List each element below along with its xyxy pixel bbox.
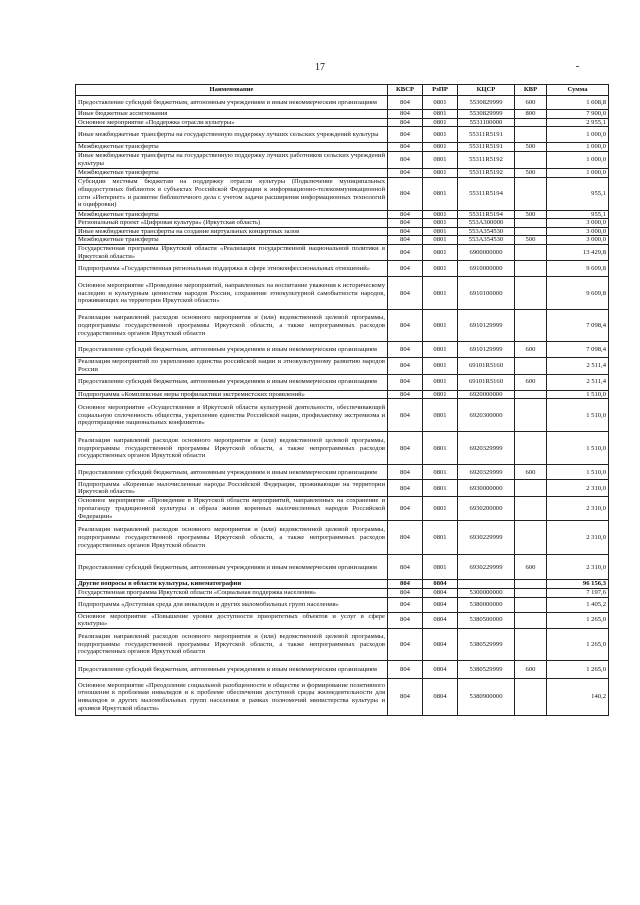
table-row — [76, 168, 609, 177]
row-name: Иные бюджетные ассигнования — [76, 110, 388, 119]
row-sum: 7 197,6 — [547, 588, 609, 597]
row-kcsr: 553A354530 — [458, 227, 515, 236]
row-kcsr: 5380529999 — [458, 628, 515, 660]
row-rzpr: 0801 — [423, 432, 458, 465]
table-row — [76, 227, 609, 236]
row-sum: 1 510,0 — [547, 432, 609, 465]
row-kvr — [515, 177, 547, 210]
row-kcsr: 553A300000 — [458, 219, 515, 228]
row-sum: 13 429,8 — [547, 245, 609, 261]
row-kvsr: 804 — [388, 660, 423, 678]
row-kcsr: 6910129999 — [458, 310, 515, 342]
row-kcsr: 55311R5191 — [458, 143, 515, 152]
table-row — [76, 210, 609, 219]
row-rzpr: 0804 — [423, 678, 458, 715]
row-kvsr: 804 — [388, 96, 423, 110]
row-rzpr: 0801 — [423, 465, 458, 480]
row-kvsr: 804 — [388, 168, 423, 177]
row-kvsr: 804 — [388, 245, 423, 261]
row-name: Основное мероприятие «Поддержка отрасли культуры» — [76, 118, 388, 127]
row-kvr — [515, 152, 547, 168]
margin-mark — [576, 66, 579, 67]
row-kcsr: 55311R5191 — [458, 127, 515, 143]
row-kvr — [515, 245, 547, 261]
row-kvsr: 804 — [388, 374, 423, 390]
table-row — [76, 342, 609, 358]
table-row — [76, 177, 609, 210]
table-row — [76, 399, 609, 432]
row-kcsr: 6900000000 — [458, 245, 515, 261]
row-kvr — [515, 678, 547, 715]
row-kvr — [515, 597, 547, 612]
table-row — [76, 374, 609, 390]
row-sum: 2 955,1 — [547, 118, 609, 127]
row-kvr: 800 — [515, 110, 547, 119]
row-sum: 3 000,0 — [547, 219, 609, 228]
row-kvr — [515, 480, 547, 497]
table-row — [76, 555, 609, 580]
budget-table — [75, 84, 609, 716]
row-sum: 1 608,8 — [547, 96, 609, 110]
row-kvsr: 804 — [388, 580, 423, 589]
table-row — [76, 580, 609, 589]
row-sum: 1 510,0 — [547, 465, 609, 480]
row-sum: 7 098,4 — [547, 342, 609, 358]
row-sum: 2 310,0 — [547, 521, 609, 555]
row-rzpr: 0804 — [423, 597, 458, 612]
row-name: Межбюджетные трансферты — [76, 236, 388, 245]
row-name: Реализация мероприятий по укреплению единства российской нации и этнокультурному развитию народов России — [76, 358, 388, 374]
row-sum: 140,2 — [547, 678, 609, 715]
row-rzpr: 0801 — [423, 110, 458, 119]
table-row — [76, 127, 609, 143]
row-kcsr: 553A354530 — [458, 236, 515, 245]
row-rzpr: 0801 — [423, 152, 458, 168]
table-row — [76, 521, 609, 555]
row-kcsr: 5380900000 — [458, 678, 515, 715]
row-rzpr: 0801 — [423, 342, 458, 358]
table-row — [76, 465, 609, 480]
row-sum: 7 900,0 — [547, 110, 609, 119]
row-kvsr: 804 — [388, 390, 423, 399]
row-kcsr: 6920300000 — [458, 399, 515, 432]
table-row — [76, 143, 609, 152]
row-kcsr: 6910129999 — [458, 342, 515, 358]
row-kvr — [515, 227, 547, 236]
row-sum: 3 000,0 — [547, 227, 609, 236]
page-number: 17 — [315, 62, 325, 73]
header-kvr: КВР — [515, 85, 547, 96]
row-kvsr: 804 — [388, 399, 423, 432]
row-kvsr: 804 — [388, 236, 423, 245]
row-sum: 1 405,2 — [547, 597, 609, 612]
row-rzpr: 0801 — [423, 277, 458, 310]
row-kcsr: 6920329999 — [458, 432, 515, 465]
header-kcsr: КЦСР — [458, 85, 515, 96]
row-kvsr: 804 — [388, 118, 423, 127]
row-kvr — [515, 261, 547, 277]
row-kvr — [515, 118, 547, 127]
row-sum: 955,1 — [547, 177, 609, 210]
row-kvsr: 804 — [388, 358, 423, 374]
row-kvsr: 804 — [388, 612, 423, 628]
row-kvr: 500 — [515, 236, 547, 245]
row-rzpr: 0801 — [423, 227, 458, 236]
row-name: Подпрограмма «Доступная среда для инвалидов и других маломобильных групп населения» — [76, 597, 388, 612]
row-kcsr: 6930200000 — [458, 497, 515, 521]
row-kvsr: 804 — [388, 342, 423, 358]
row-kvr — [515, 399, 547, 432]
table-row — [76, 152, 609, 168]
row-kvsr: 804 — [388, 152, 423, 168]
row-rzpr: 0801 — [423, 143, 458, 152]
row-name: Иные межбюджетные трансферты на создание виртуальных концертных залов — [76, 227, 388, 236]
row-kvsr: 804 — [388, 210, 423, 219]
row-name: Основное мероприятие «Преодоление социальной разобщенности в обществе и формирование позитивного отношения к проблемам инвалидов и к проблеме обеспечения доступной среды жизнедеятельности для инвалидов и других маломобильных групп населения в рамках полномочий министерства культуры и архивов Иркутской области» — [76, 678, 388, 715]
row-kvr — [515, 390, 547, 399]
row-kvr — [515, 612, 547, 628]
row-name: Предоставление субсидий бюджетным, автономным учреждениям и иным некоммерческим организациям — [76, 342, 388, 358]
row-sum: 2 310,0 — [547, 480, 609, 497]
row-sum: 1 265,0 — [547, 612, 609, 628]
row-rzpr: 0801 — [423, 374, 458, 390]
table-row — [76, 588, 609, 597]
row-kvr: 600 — [515, 660, 547, 678]
row-rzpr: 0804 — [423, 588, 458, 597]
row-name: Предоставление субсидий бюджетным, автономным учреждениям и иным некоммерческим организациям — [76, 660, 388, 678]
row-sum: 2 310,0 — [547, 497, 609, 521]
header-sum: Сумма — [547, 85, 609, 96]
row-kvr — [515, 588, 547, 597]
row-kvr — [515, 521, 547, 555]
row-name: Государственная программа Иркутской области «Реализация государственной национальной политики в Иркутской области» — [76, 245, 388, 261]
row-rzpr: 0801 — [423, 118, 458, 127]
row-kvr: 500 — [515, 210, 547, 219]
row-kvr — [515, 358, 547, 374]
table-row — [76, 277, 609, 310]
table-row — [76, 432, 609, 465]
table-row — [76, 358, 609, 374]
row-rzpr: 0801 — [423, 399, 458, 432]
row-kvsr: 804 — [388, 521, 423, 555]
row-rzpr: 0801 — [423, 390, 458, 399]
row-rzpr: 0801 — [423, 168, 458, 177]
row-kvsr: 804 — [388, 628, 423, 660]
row-sum: 2 511,4 — [547, 358, 609, 374]
row-name: Иные межбюджетные трансферты на государственную поддержку лучших сельских учреждений культуры — [76, 127, 388, 143]
row-rzpr: 0801 — [423, 358, 458, 374]
row-name: Подпрограмма «Комплексные меры профилактики экстремистских проявлений» — [76, 390, 388, 399]
row-name: Основное мероприятие «Осуществление в Иркутской области культурной деятельности, обеспечивающей социальную сплоченность общества, укрепление единства Российской нации, профилактику экстремизма и предотвращение национальных конфликтов» — [76, 399, 388, 432]
row-name: Подпрограмма «Коренные малочисленные народы Российской Федерации, проживающие на территории Иркутской области» — [76, 480, 388, 497]
row-kvr — [515, 432, 547, 465]
row-name: Реализация направлений расходов основного мероприятия и (или) ведомственной целевой программы, подпрограммы государственной программы Иркутской области, а также непрограммных расходов государственных органов Иркутской области — [76, 628, 388, 660]
row-kvsr: 804 — [388, 678, 423, 715]
row-sum: 1 000,0 — [547, 143, 609, 152]
table-row — [76, 597, 609, 612]
row-rzpr: 0801 — [423, 127, 458, 143]
row-kvsr: 804 — [388, 588, 423, 597]
row-kvsr: 804 — [388, 480, 423, 497]
row-kvr — [515, 580, 547, 589]
row-sum: 1 265,0 — [547, 660, 609, 678]
row-kvsr: 804 — [388, 597, 423, 612]
row-kvsr: 804 — [388, 277, 423, 310]
row-kvsr: 804 — [388, 310, 423, 342]
row-sum: 1 510,0 — [547, 390, 609, 399]
row-kcsr: 69101R5160 — [458, 358, 515, 374]
row-kvr — [515, 277, 547, 310]
table-header-row — [76, 85, 609, 96]
row-kcsr: 6920329999 — [458, 465, 515, 480]
row-kcsr — [458, 580, 515, 589]
row-name: Предоставление субсидий бюджетным, автономным учреждениям и иным некоммерческим организациям — [76, 465, 388, 480]
row-sum: 7 098,4 — [547, 310, 609, 342]
row-sum: 9 609,8 — [547, 261, 609, 277]
table-row — [76, 245, 609, 261]
table-row — [76, 390, 609, 399]
row-kvsr: 804 — [388, 465, 423, 480]
table-row — [76, 110, 609, 119]
row-name: Подпрограмма «Государственная региональная поддержка в сфере этноконфессиональных отношений» — [76, 261, 388, 277]
row-sum: 2 511,4 — [547, 374, 609, 390]
row-kvr — [515, 310, 547, 342]
row-rzpr: 0801 — [423, 521, 458, 555]
row-kcsr: 6920000000 — [458, 390, 515, 399]
table-row — [76, 261, 609, 277]
row-name: Иные межбюджетные трансферты на государственную поддержку лучших работников сельских учреждений культуры — [76, 152, 388, 168]
header-kvsr: КВСР — [388, 85, 423, 96]
row-name: Государственная программа Иркутской области «Социальная поддержка населения» — [76, 588, 388, 597]
row-kcsr: 55311R5192 — [458, 152, 515, 168]
row-name: Предоставление субсидий бюджетным, автономным учреждениям и иным некоммерческим организациям — [76, 96, 388, 110]
row-rzpr: 0804 — [423, 628, 458, 660]
row-sum: 1 510,0 — [547, 399, 609, 432]
row-kcsr: 69101R5160 — [458, 374, 515, 390]
row-rzpr: 0801 — [423, 245, 458, 261]
row-name: Межбюджетные трансферты — [76, 168, 388, 177]
row-kcsr: 5530829999 — [458, 96, 515, 110]
row-rzpr: 0801 — [423, 210, 458, 219]
row-kvr: 600 — [515, 465, 547, 480]
row-rzpr: 0801 — [423, 219, 458, 228]
row-rzpr: 0804 — [423, 660, 458, 678]
table-row — [76, 612, 609, 628]
row-kcsr: 6930229999 — [458, 555, 515, 580]
table-row — [76, 310, 609, 342]
row-kvsr: 804 — [388, 143, 423, 152]
row-name: Реализация направлений расходов основного мероприятия и (или) ведомственной целевой программы, подпрограммы государственной программы Иркутской области, а также непрограммных расходов государственных органов Иркутской области — [76, 432, 388, 465]
table-row — [76, 219, 609, 228]
row-sum: 96 156,3 — [547, 580, 609, 589]
row-kvsr: 804 — [388, 432, 423, 465]
row-kvr: 600 — [515, 555, 547, 580]
table-row — [76, 96, 609, 110]
row-kcsr: 55311R5192 — [458, 168, 515, 177]
row-name: Основное мероприятие «Повышение уровня доступности приоритетных объектов и услуг в сфере культуры» — [76, 612, 388, 628]
row-name: Межбюджетные трансферты — [76, 143, 388, 152]
row-name: Другие вопросы в области культуры, кинематографии — [76, 580, 388, 589]
row-kvsr: 804 — [388, 177, 423, 210]
row-rzpr: 0801 — [423, 555, 458, 580]
row-kcsr: 6910000000 — [458, 261, 515, 277]
row-name: Реализация направлений расходов основного мероприятия и (или) ведомственной целевой программы, подпрограммы государственной программы Иркутской области, а также непрограммных расходов государственных органов Иркутской области — [76, 521, 388, 555]
row-rzpr: 0804 — [423, 580, 458, 589]
row-name: Предоставление субсидий бюджетным, автономным учреждениям и иным некоммерческим организациям — [76, 555, 388, 580]
row-kvsr: 804 — [388, 227, 423, 236]
row-kcsr: 5380000000 — [458, 597, 515, 612]
row-kvsr: 804 — [388, 497, 423, 521]
row-kcsr: 6910100000 — [458, 277, 515, 310]
row-sum: 1 265,0 — [547, 628, 609, 660]
row-kcsr: 55311R5194 — [458, 210, 515, 219]
row-name: Основное мероприятие «Проведение мероприятий, направленных на воспитание уважения к историческому наследию и культурным ценностям народов России, сохранение этнокультурной самобытности народов, проживающих на территории Иркутской области» — [76, 277, 388, 310]
row-kcsr: 6930229999 — [458, 521, 515, 555]
row-rzpr: 0801 — [423, 261, 458, 277]
row-name: Предоставление субсидий бюджетным, автономным учреждениям и иным некоммерческим организациям — [76, 374, 388, 390]
row-rzpr: 0801 — [423, 177, 458, 210]
row-sum: 2 310,0 — [547, 555, 609, 580]
row-rzpr: 0801 — [423, 480, 458, 497]
row-sum: 9 609,8 — [547, 277, 609, 310]
row-rzpr: 0804 — [423, 612, 458, 628]
row-kcsr: 5300000000 — [458, 588, 515, 597]
row-kvr — [515, 219, 547, 228]
row-kvr — [515, 127, 547, 143]
row-kvr: 500 — [515, 143, 547, 152]
row-kcsr: 6930000000 — [458, 480, 515, 497]
row-kvsr: 804 — [388, 261, 423, 277]
row-name: Основное мероприятие «Проведение в Иркутской области мероприятий, направленных на сохранение и пропаганду традиционной культуры и образа жизни коренных малочисленных народов Российской Федерации» — [76, 497, 388, 521]
row-kvr — [515, 628, 547, 660]
row-kvr: 600 — [515, 96, 547, 110]
table-row — [76, 480, 609, 497]
row-kvsr: 804 — [388, 127, 423, 143]
row-kcsr: 5380500000 — [458, 612, 515, 628]
row-kvr: 600 — [515, 374, 547, 390]
row-rzpr: 0801 — [423, 497, 458, 521]
row-sum: 1 000,0 — [547, 168, 609, 177]
row-sum: 955,1 — [547, 210, 609, 219]
row-kcsr: 5531100000 — [458, 118, 515, 127]
header-name: Наименование — [76, 85, 388, 96]
table-row — [76, 628, 609, 660]
row-name: Реализация направлений расходов основного мероприятия и (или) ведомственной целевой программы, подпрограммы государственной программы Иркутской области, а также непрограммных расходов государственных органов Иркутской области — [76, 310, 388, 342]
row-kvr — [515, 497, 547, 521]
row-kvsr: 804 — [388, 110, 423, 119]
row-kvr: 600 — [515, 342, 547, 358]
table-row — [76, 660, 609, 678]
row-name: Межбюджетные трансферты — [76, 210, 388, 219]
row-kcsr: 5530829999 — [458, 110, 515, 119]
row-kvr: 500 — [515, 168, 547, 177]
table-row — [76, 497, 609, 521]
row-kcsr: 55311R5194 — [458, 177, 515, 210]
header-rzpr: РзПР — [423, 85, 458, 96]
row-rzpr: 0801 — [423, 96, 458, 110]
row-kvsr: 804 — [388, 555, 423, 580]
row-rzpr: 0801 — [423, 236, 458, 245]
row-sum: 1 000,0 — [547, 127, 609, 143]
row-sum: 1 000,0 — [547, 152, 609, 168]
table-row — [76, 236, 609, 245]
row-name: Субсидии местным бюджетам на поддержку отрасли культуры (Подключение муниципальных общедоступных библиотек в субъектах Российской Федерации к информационно-телекоммуникационной сети «Интернет» и развитие библиотечного дела с учетом задачи расширения информационных технологий и оцифровки) — [76, 177, 388, 210]
row-kvsr: 804 — [388, 219, 423, 228]
row-rzpr: 0801 — [423, 310, 458, 342]
row-kcsr: 5380529999 — [458, 660, 515, 678]
row-name: Региональный проект «Цифровая культура» (Иркутская область) — [76, 219, 388, 228]
table-row — [76, 118, 609, 127]
table-row — [76, 678, 609, 715]
row-sum: 3 000,0 — [547, 236, 609, 245]
